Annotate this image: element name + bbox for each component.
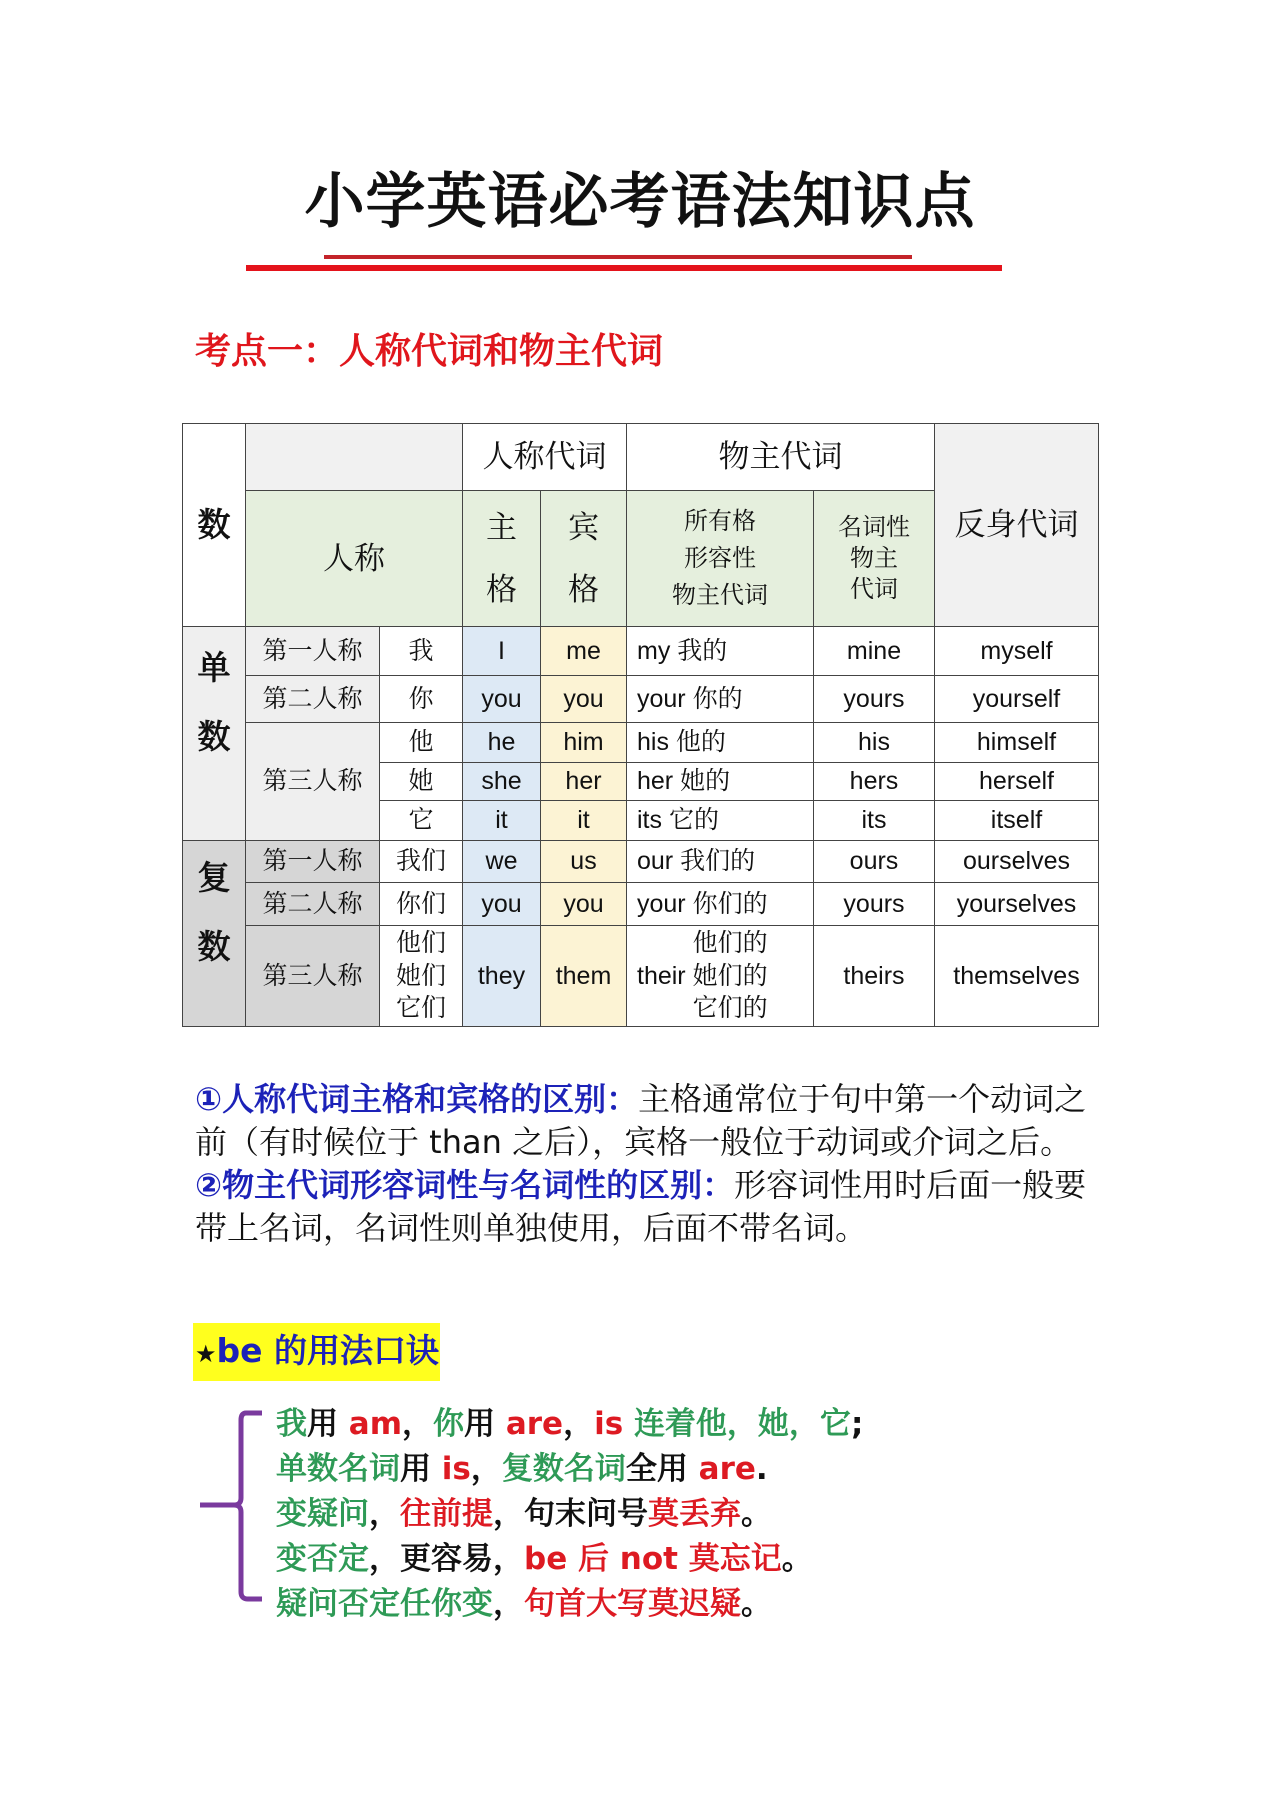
- person-cell: 第三人称: [246, 723, 380, 841]
- cn-cell: 它: [380, 801, 463, 841]
- noun-poss-cell: yours: [814, 676, 935, 723]
- notes-block: [195, 1078, 1095, 1250]
- cn-cell: 我: [380, 627, 463, 676]
- subject-cell: you: [463, 883, 541, 926]
- subject-cell: he: [463, 723, 541, 763]
- table-row: [183, 627, 1099, 676]
- cn-cell: 你们: [380, 883, 463, 926]
- cn-cell: 你: [380, 676, 463, 723]
- reflexive-cell: himself: [935, 723, 1099, 763]
- object-cell: them: [541, 926, 627, 1027]
- reflexive-cell: herself: [935, 763, 1099, 801]
- title-underline-thin: [324, 255, 912, 259]
- header-number: 数: [183, 424, 246, 627]
- header-noun-possessive: 名词性 物主 代词: [814, 491, 935, 627]
- table-row: [183, 926, 1099, 1027]
- note-1-text: 主格通常位于句中第一个动词之前（有时候位于 than 之后），宾格一般位于动词或介词之后。: [195, 1080, 1087, 1161]
- object-cell: him: [541, 723, 627, 763]
- noun-poss-cell: hers: [814, 763, 935, 801]
- subject-cell: it: [463, 801, 541, 841]
- noun-poss-cell: his: [814, 723, 935, 763]
- object-cell: it: [541, 801, 627, 841]
- person-cell: 第一人称: [246, 841, 380, 883]
- header-possessive-pronoun: 物主代词: [627, 424, 935, 491]
- reflexive-cell: myself: [935, 627, 1099, 676]
- table-row: [183, 883, 1099, 926]
- reflexive-cell: yourself: [935, 676, 1099, 723]
- reflexive-cell: themselves: [935, 926, 1099, 1027]
- title-underline-thick: [246, 265, 1002, 271]
- object-cell: me: [541, 627, 627, 676]
- object-cell: you: [541, 676, 627, 723]
- table-row: [183, 676, 1099, 723]
- star-icon: ★: [195, 1340, 217, 1368]
- curly-bracket-icon: [200, 1410, 270, 1605]
- adj-poss-cell: her 她的: [627, 763, 814, 801]
- cn-cell: 我们: [380, 841, 463, 883]
- rhyme-line: 变否定，更容易，be 后 not 莫忘记。: [276, 1541, 813, 1577]
- adj-poss-cell: your 你的: [627, 676, 814, 723]
- subject-cell: she: [463, 763, 541, 801]
- pronoun-table: [182, 423, 1099, 1027]
- page-title: 小学英语必考语法知识点: [304, 167, 976, 237]
- adj-poss-cell: our 我们的: [627, 841, 814, 883]
- subject-cell: you: [463, 676, 541, 723]
- cn-cell: 她: [380, 763, 463, 801]
- adj-poss-cell: my 我的: [627, 627, 814, 676]
- cn-cell: 他们 她们 它们: [380, 926, 463, 1027]
- subject-cell: they: [463, 926, 541, 1027]
- object-cell: her: [541, 763, 627, 801]
- table-row: [183, 723, 1099, 763]
- subject-cell: I: [463, 627, 541, 676]
- object-cell: you: [541, 883, 627, 926]
- adj-poss-cell: its 它的: [627, 801, 814, 841]
- person-cell: 第三人称: [246, 926, 380, 1027]
- note-2-text: 形容词性用时后面一般要带上名词，名词性则单独使用，后面不带名词。: [195, 1166, 1087, 1247]
- reflexive-cell: ourselves: [935, 841, 1099, 883]
- be-rhyme-lines: [276, 1402, 863, 1627]
- noun-poss-cell: mine: [814, 627, 935, 676]
- noun-poss-cell: theirs: [814, 926, 935, 1027]
- plural-label: 复 数: [183, 841, 246, 1027]
- rhyme-line: 单数名词用 is，复数名词全用 are.: [276, 1451, 768, 1487]
- note-2-label: ②物主代词形容词性与名词性的区别：: [195, 1166, 735, 1204]
- noun-poss-cell: ours: [814, 841, 935, 883]
- rhyme-line: 变疑问，往前提，句末问号莫丢弃。: [276, 1496, 772, 1532]
- section-heading: 考点一：人称代词和物主代词: [195, 331, 664, 372]
- rhyme-line: 我用 am，你用 are，is 连着他，她，它;: [276, 1406, 864, 1442]
- be-title: ★be 的用法口诀: [195, 1331, 440, 1370]
- header-adjective-possessive: 所有格 形容性 物主代词: [627, 491, 814, 627]
- person-cell: 第一人称: [246, 627, 380, 676]
- adj-poss-cell: your 你们的: [627, 883, 814, 926]
- noun-poss-cell: yours: [814, 883, 935, 926]
- cn-cell: 他: [380, 723, 463, 763]
- object-cell: us: [541, 841, 627, 883]
- adj-poss-cell: their 他们的 她们的 它们的: [627, 926, 814, 1027]
- singular-label: 单 数: [183, 627, 246, 841]
- rhyme-line: 疑问否定任你变，句首大写莫迟疑。: [276, 1586, 772, 1622]
- header-person: 人称: [246, 491, 463, 627]
- note-1: [195, 1078, 1095, 1164]
- note-1-label: ①人称代词主格和宾格的区别：: [195, 1080, 639, 1118]
- header-object-case: 宾 格: [541, 491, 627, 627]
- header-blank: [246, 424, 463, 491]
- subject-cell: we: [463, 841, 541, 883]
- note-2: [195, 1164, 1095, 1250]
- noun-poss-cell: its: [814, 801, 935, 841]
- person-cell: 第二人称: [246, 883, 380, 926]
- header-reflexive: 反身代词: [935, 424, 1099, 627]
- header-personal-pronoun: 人称代词: [463, 424, 627, 491]
- reflexive-cell: yourselves: [935, 883, 1099, 926]
- adj-poss-cell: his 他的: [627, 723, 814, 763]
- header-subject-case: 主 格: [463, 491, 541, 627]
- reflexive-cell: itself: [935, 801, 1099, 841]
- person-cell: 第二人称: [246, 676, 380, 723]
- table-row: [183, 841, 1099, 883]
